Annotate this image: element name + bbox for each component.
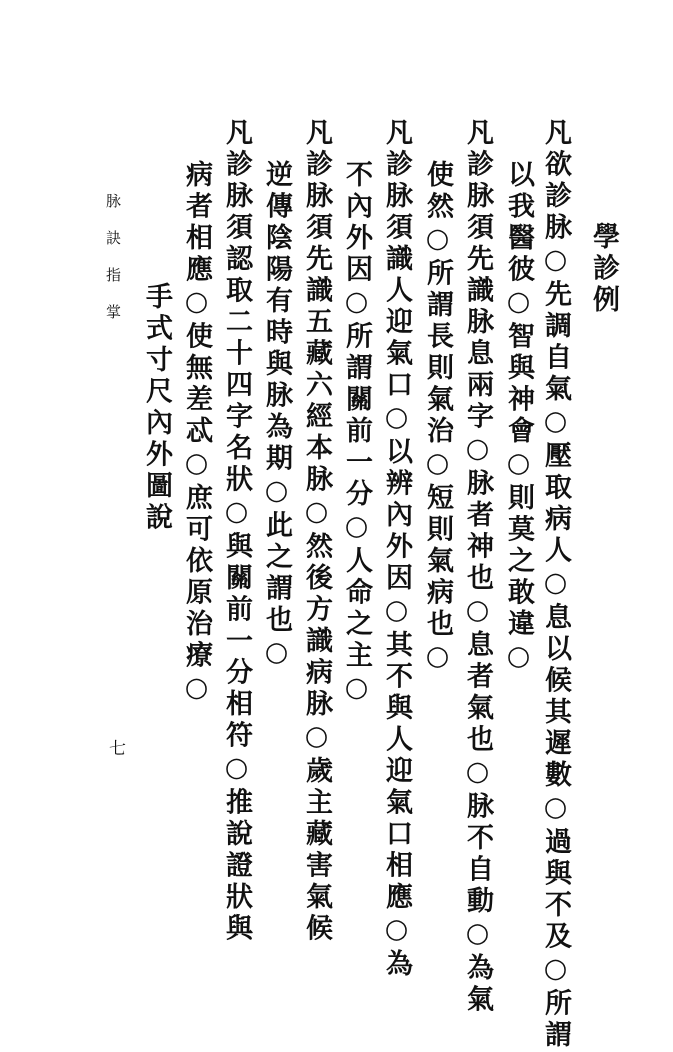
text-column-4: 使然○所謂長則氣治○短則氣病也○ <box>422 160 453 676</box>
text-column-6: 不內外因○所謂關前一分○人命之主○ <box>341 160 372 708</box>
text-column-10: 病者相應○使無差忒○庶可依原治療○ <box>181 160 212 708</box>
text-column-2: 以我醫彼○智與神會○則莫之敢違○ <box>503 160 534 676</box>
text-column-8: 逆傳陰陽有時與脉為期○此之謂也○ <box>261 160 292 672</box>
section-title: 學診例 <box>588 222 619 317</box>
text-column-5: 凡診脉須識人迎氣口○以辨內外因○其不與人迎氣口相應○為 <box>381 118 412 981</box>
next-section-title: 手式寸尺內外圖說 <box>141 282 172 534</box>
text-column-7: 凡診脉須先識五藏六經本脉○然後方識病脉○歲主藏害氣候 <box>301 118 332 945</box>
text-column-1: 凡欲診脉○先調自氣○壓取病人○息以候其遲數○過與不及○所謂 <box>540 118 571 1052</box>
text-column-9: 凡診脉須認取二十四字名狀○與關前一分相符○推說證狀與 <box>221 118 252 945</box>
text-column-3: 凡診脉須先識脉息兩字○脉者神也○息者氣也○脉不自動○為氣 <box>462 118 493 1016</box>
book-title-margin: 脉訣指掌 <box>104 193 122 341</box>
page-number: 七 <box>109 739 126 759</box>
